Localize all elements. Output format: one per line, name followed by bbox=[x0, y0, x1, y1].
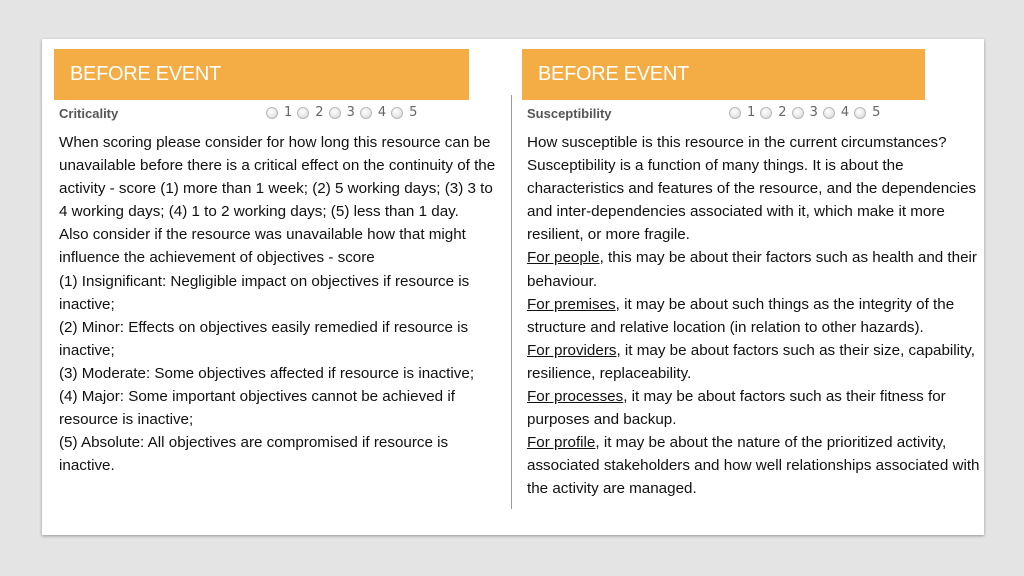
radio-button[interactable] bbox=[360, 107, 372, 119]
item-term: For people bbox=[527, 249, 600, 267]
list-item bbox=[527, 385, 982, 431]
susceptibility-option-5[interactable]: 5 bbox=[854, 105, 880, 120]
item-term: For processes bbox=[527, 388, 624, 406]
susceptibility-option-4[interactable]: 4 bbox=[823, 105, 849, 120]
criticality-description bbox=[54, 131, 500, 477]
radio-button[interactable] bbox=[792, 107, 804, 119]
susceptibility-radio-group bbox=[729, 105, 880, 120]
radio-button[interactable] bbox=[823, 107, 835, 119]
item-text: , it may be about factors such as their size, capability, resilience, replaceability. bbox=[527, 341, 975, 382]
item-text: , it may be about factors such as their fitness for purposes and backup. bbox=[527, 388, 946, 429]
criticality-option-1[interactable]: 1 bbox=[266, 105, 292, 120]
item-text: , this may be about their factors such as health and their behaviour. bbox=[527, 249, 977, 290]
criticality-panel bbox=[54, 49, 500, 477]
susceptibility-option-2[interactable]: 2 bbox=[760, 105, 786, 120]
criticality-option-4[interactable]: 4 bbox=[360, 105, 386, 120]
criticality-rating-row bbox=[54, 100, 500, 126]
radio-button[interactable] bbox=[266, 107, 278, 119]
susceptibility-description bbox=[522, 131, 982, 501]
panel-header: BEFORE EVENT bbox=[522, 49, 925, 100]
item-text: , it may be about the nature of the prioritized activity, associated stakeholders and how well relationships associated with the activity are managed. bbox=[527, 434, 980, 498]
paragraph: When scoring please consider for how long this resource can be unavailable before there is a critical effect on the continuity of the activity - score (1) more than 1 week; (2) 5 working days; (3) 3 to 4 working days; (4) 1 to 2 working days; (5) less than 1 day. bbox=[59, 134, 496, 221]
radio-button[interactable] bbox=[297, 107, 309, 119]
susceptibility-option-1[interactable]: 1 bbox=[729, 105, 755, 120]
paragraph: (4) Major: Some important objectives cannot be achieved if resource is inactive; bbox=[59, 388, 455, 429]
susceptibility-label: Susceptibility bbox=[527, 106, 612, 121]
intro-paragraph: How susceptible is this resource in the current circumstances? Susceptibility is a function of many things. It is about the characteristics and features of the resource, and the dependencies and inter-dependencies associated with it, which make it more resilient, or more fragile. bbox=[527, 134, 977, 244]
criticality-option-3[interactable]: 3 bbox=[329, 105, 355, 120]
susceptibility-panel bbox=[522, 49, 982, 501]
susceptibility-rating-row bbox=[522, 100, 982, 126]
item-term: For profile bbox=[527, 434, 596, 452]
paragraph: (1) Insignificant: Negligible impact on objectives if resource is inactive; bbox=[59, 272, 470, 313]
paragraph: Also consider if the resource was unavailable how that might influence the achievement of objectives - score bbox=[59, 226, 466, 267]
item-text: , it may be about such things as the integrity of the structure and relative location (in relation to other hazards). bbox=[527, 295, 955, 336]
criticality-option-5[interactable]: 5 bbox=[391, 105, 417, 120]
item-term: For providers bbox=[527, 341, 617, 359]
slide bbox=[42, 39, 984, 535]
column-divider bbox=[511, 95, 512, 509]
list-item bbox=[527, 246, 982, 292]
criticality-option-2[interactable]: 2 bbox=[297, 105, 323, 120]
paragraph: (3) Moderate: Some objectives affected if resource is inactive; bbox=[59, 364, 475, 382]
list-item bbox=[527, 339, 982, 385]
paragraph: (5) Absolute: All objectives are compromised if resource is inactive. bbox=[59, 434, 449, 475]
susceptibility-option-3[interactable]: 3 bbox=[792, 105, 818, 120]
radio-button[interactable] bbox=[391, 107, 403, 119]
panel-header: BEFORE EVENT bbox=[54, 49, 469, 100]
radio-button[interactable] bbox=[760, 107, 772, 119]
list-item bbox=[527, 431, 982, 500]
criticality-radio-group bbox=[266, 105, 417, 120]
paragraph: (2) Minor: Effects on objectives easily remedied if resource is inactive; bbox=[59, 318, 469, 359]
radio-button[interactable] bbox=[854, 107, 866, 119]
list-item bbox=[527, 293, 982, 339]
radio-button[interactable] bbox=[729, 107, 741, 119]
radio-button[interactable] bbox=[329, 107, 341, 119]
criticality-label: Criticality bbox=[59, 106, 119, 121]
item-term: For premises bbox=[527, 295, 616, 313]
